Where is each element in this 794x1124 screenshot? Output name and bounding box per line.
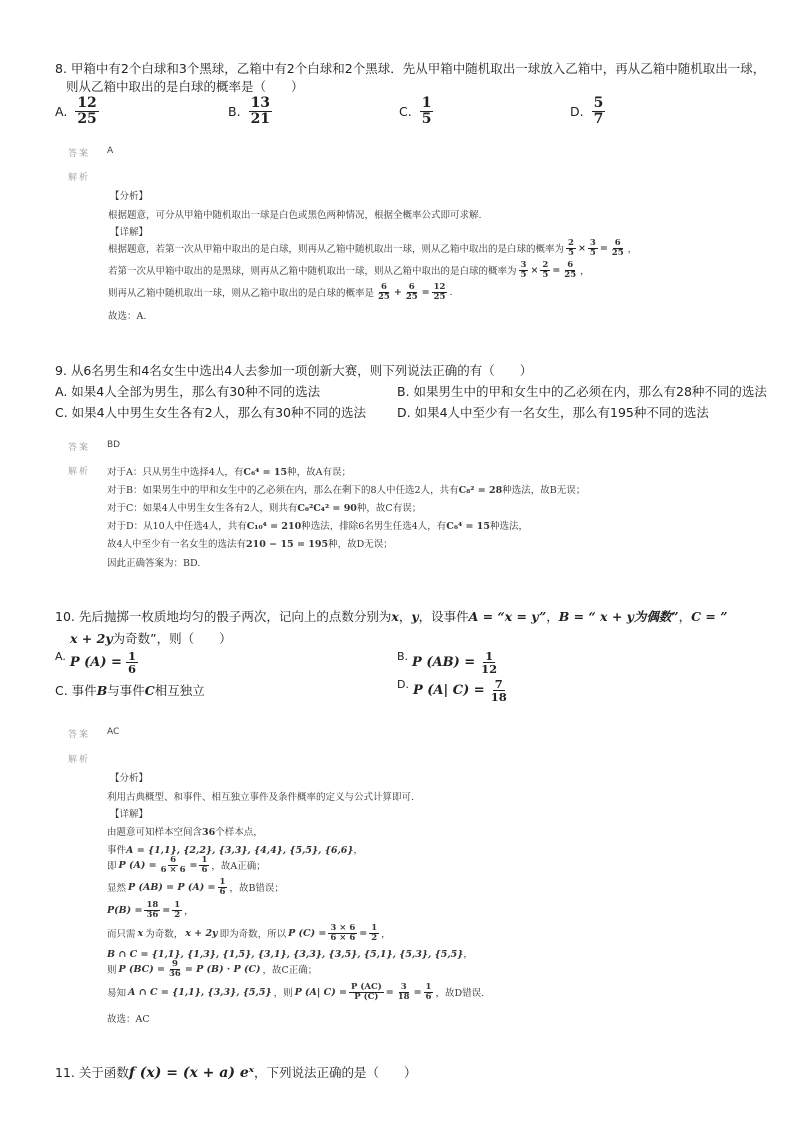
q10-analysis-label: 解析 (68, 755, 91, 765)
q10-option-b: B. P (AB) = $\frac{1}{12}$ (397, 649, 498, 677)
q9-option-a: A. 如果4人全部为男生，那么有30种不同的选法 (55, 384, 321, 399)
q9-option-d: D. 如果4人中至少有一名女生，那么有195种不同的选法 (397, 405, 709, 420)
q10-sol-line10: B ∩ C = {1,1}, {1,3}, {1,5}, {3,1}, {3,3}, {3,5}, {5,1}, {5,3}, {5,5}， (107, 949, 473, 960)
q9-analysis-label: 解析 (68, 467, 91, 477)
q10-sol-line8: P(B) = $\frac{18}{36}$ = $\frac{1}{2}$ ， (107, 900, 194, 920)
q8-sol-line7: 故选：A. (108, 311, 147, 322)
q10-answer: AC (107, 727, 120, 737)
q8-stem-line2: 则从乙箱中取出的是白球的概率是（ ） (66, 79, 304, 94)
q10-sol-line6: 即 P (A) = $\frac{6}{6 \times 6}$ = $\frac{1}{6}$ ，故A正确； (107, 855, 266, 875)
q10-sol-line11: 则 P (BC) = $\frac{9}{36}$ = P (B) · P (C) ，故C正确； (107, 959, 318, 979)
q8-sol-line4: 根据题意，若第一次从甲箱中取出的是白球，则再从乙箱中随机取出一球，则从乙箱中取出的是白球的概率为 $\frac{2}{5}$ × $\frac{3}{5}$ = $\frac{6}{25}$ ， (108, 238, 638, 258)
q10-sol-line3: 【详解】 (110, 809, 149, 820)
q8-sol-line1: 【分析】 (110, 191, 149, 202)
q10-option-d: D. P (A| C) = $\frac{7}{18}$ (397, 677, 507, 705)
q9-sol-line3: 对于C：如果4人中男生女生各有2人，则共有C₆²C₄² = 90种，故C有误； (107, 503, 422, 514)
q10-sol-line9: 而只需 x 为奇数， x + 2y 即为奇数，所以 P (C) = $\frac{3 \times 6}{6 \times 6}$ = $\frac{1}{2}$ ， (107, 923, 391, 943)
q9-stem: 9. 从6名男生和4名女生中选出4人去参加一项创新大赛，则下列说法正确的有（ ） (55, 363, 533, 378)
q8-option-c: C. $\frac{1}{5}$ (399, 95, 432, 127)
q8-sol-line5: 若第一次从甲箱中取出的是黑球，则再从乙箱中随机取出一球，则从乙箱中取出的是白球的概率为 $\frac{3}{5}$ × $\frac{2}{5}$ = $\frac{6}{25}$ ， (108, 260, 590, 280)
q8-sol-line2: 根据题意，可分从甲箱中随机取出一球是白色或黑色两种情况，根据全概率公式即可求解. (108, 210, 482, 221)
q9-sol-line1: 对于A：只从男生中选择4人，有C₆⁴ = 15种，故A有误； (107, 467, 351, 478)
q10-sol-line12: 易知 A ∩ C = {1,1}, {3,3}, {5,5} ，则 P (A| C) = $\frac{P (AC)}{P (C)}$ = $\frac{3}{18}$ = $\frac{1}{6}$ ，故D错误. (107, 982, 485, 1002)
q9-answer-label: 答案 (68, 443, 91, 453)
q9-sol-line4: 对于D：从10人中任选4人，共有C₁₀⁴ = 210种选法，排除6名男生任选4人，有C₆⁴ = 15种选法， (107, 521, 528, 532)
q8-option-a: A. $\frac{12}{25}$ (55, 95, 97, 127)
q10-answer-label: 答案 (68, 730, 91, 740)
q10-sol-line1: 【分析】 (110, 773, 149, 784)
q9-answer: BD (107, 440, 121, 450)
q8-option-b: B. $\frac{13}{21}$ (228, 95, 271, 127)
q9-sol-line2: 对于B：如果男生中的甲和女生中的乙必须在内，那么在剩下的8人中任选2人，共有C₈² = 28种选法，故B无误； (107, 485, 586, 496)
q9-option-b: B. 如果男生中的甲和女生中的乙必须在内，那么有28种不同的选法 (397, 384, 767, 399)
q10-sol-line7: 显然 P (AB) = P (A) = $\frac{1}{6}$ ，故B错误； (107, 877, 284, 897)
q8-answer-label: 答案 (68, 149, 91, 159)
q8-analysis-label: 解析 (68, 173, 91, 183)
q10-stem-line1: 10. 先后抛掷一枚质地均匀的骰子两次，记向上的点数分别为x，y，设事件A = “x = y”，B = “ x + y为偶数”，C = ” (55, 609, 728, 624)
q10-option-c: C. 事件B与事件C相互独立 (55, 683, 205, 698)
q10-sol-line4: 由题意可知样本空间含36个样本点， (107, 827, 263, 838)
q8-answer: A (107, 146, 114, 156)
q10-sol-line2: 利用古典概型、和事件、相互独立事件及条件概率的定义与公式计算即可. (107, 792, 415, 803)
q9-option-c: C. 如果4人中男生女生各有2人，那么有30种不同的选法 (55, 405, 366, 420)
q8-stem-line1: 8. 甲箱中有2个白球和3个黑球，乙箱中有2个白球和2个黑球．先从甲箱中随机取出一球放入乙箱中，再从乙箱中随机取出一球， (55, 61, 766, 76)
q9-sol-line6: 因此正确答案为：BD. (107, 558, 201, 569)
q10-option-a: A. P (A) = $\frac{1}{6}$ (55, 649, 136, 677)
q10-stem-line2: x + 2y为奇数”，则（ ） (70, 631, 232, 646)
q8-option-d: D. $\frac{5}{7}$ (570, 95, 604, 127)
q10-sol-line5: 事件A = {1,1}, {2,2}, {3,3}, {4,4}, {5,5}, {6,6}， (107, 845, 364, 856)
q11-stem: 11. 关于函数f (x) = (x + a) eˣ，下列说法正确的是（ ） (55, 1065, 417, 1081)
q8-sol-line6: 则再从乙箱中随机取出一球，则从乙箱中取出的是白球的概率是 $\frac{6}{25}$ + $\frac{6}{25}$ = $\frac{12}{25}$ . (108, 282, 453, 302)
q9-sol-line5: 故4人中至少有一名女生的选法有210 − 15 = 195种，故D无误； (107, 539, 393, 550)
q10-sol-line13: 故选：AC (107, 1014, 150, 1025)
q8-sol-line3: 【详解】 (110, 227, 149, 238)
